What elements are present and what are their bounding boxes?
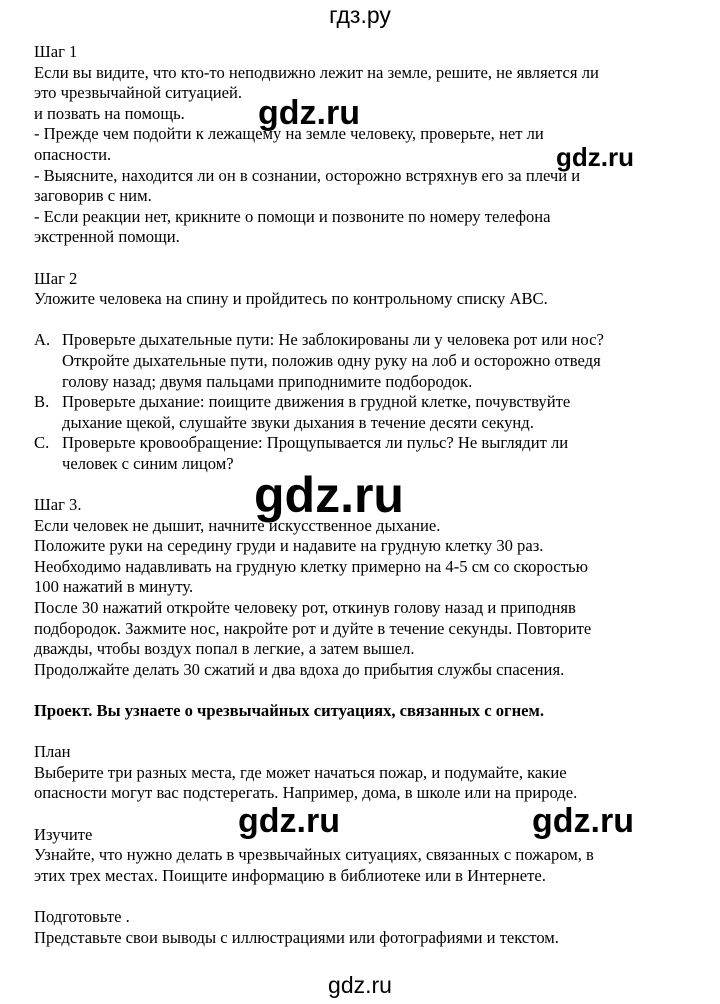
project-title: Проект. Вы узнаете о чрезвычайных ситуациях, связанных с огнем. xyxy=(34,701,544,720)
watermark: gdz.ru xyxy=(258,94,360,132)
item-marker: C. xyxy=(34,433,50,453)
plan-title: План xyxy=(34,742,71,762)
step3-line: Положите руки на середину груди и надавите на грудную клетку 30 раз. xyxy=(34,536,544,556)
step3-line: Продолжайте делать 30 сжатий и два вдоха до прибытия службы спасения. xyxy=(34,659,565,679)
item-line: дыхание щекой, слушайте звуки дыхания в течение десяти секунд. xyxy=(62,412,534,432)
step3-line: дважды, чтобы воздух попал в легкие, а затем вышел. xyxy=(34,639,415,659)
watermark: gdz.ru xyxy=(556,142,634,172)
step1-line: и позвать на помощь. xyxy=(34,103,185,123)
item-line: Проверьте дыхательные пути: Не заблокированы ли у человека рот или нос? xyxy=(62,330,604,350)
step3-line: 100 нажатий в минуту. xyxy=(34,577,194,597)
step3-line: подбородок. Зажмите нос, накройте рот и дуйте в течение секунды. Повторите xyxy=(34,618,592,638)
step2-intro: Уложите человека на спину и пройдитесь по контрольному списку АВС. xyxy=(34,289,548,309)
abc-checklist xyxy=(34,330,674,474)
step1-line: экстренной помощи. xyxy=(34,227,180,247)
step1-line: - Выясните, находится ли он в сознании, осторожно встряхнув его за плечи и xyxy=(34,165,581,185)
item-marker: A. xyxy=(34,330,51,350)
step1-title: Шаг 1 xyxy=(34,42,78,61)
item-line: Откройте дыхательные пути, положив одну руку на лоб и осторожно отведя xyxy=(62,350,601,370)
step1-line: Если вы видите, что кто-то неподвижно лежит на земле, решите, не является ли xyxy=(34,62,599,82)
step2-title: Шаг 2 xyxy=(34,268,78,288)
site-footer: gdz.ru xyxy=(328,972,392,998)
watermark: gdz.ru xyxy=(238,802,340,840)
step1-line: - Если реакции нет, крикните о помощи и позвоните по номеру телефона xyxy=(34,206,551,226)
item-marker: B. xyxy=(34,392,50,412)
prepare-title: Подготовьте . xyxy=(34,906,130,926)
checklist-item-b xyxy=(34,392,674,433)
item-line: Проверьте кровообращение: Прощупывается ли пульс? Не выглядит ли xyxy=(62,433,569,453)
checklist-item-a xyxy=(34,330,674,392)
step1-line: это чрезвычайной ситуацией. xyxy=(34,83,243,103)
study-title: Изучите xyxy=(34,824,93,844)
plan-line: Выберите три разных места, где может начаться пожар, и подумайте, какие xyxy=(34,762,567,782)
study-line: этих трех местах. Поищите информацию в библиотеке или в Интернете. xyxy=(34,865,546,885)
item-line: голову назад; двумя пальцами приподнимите подбородок. xyxy=(62,371,473,391)
item-line: Проверьте дыхание: поищите движения в грудной клетке, почувствуйте xyxy=(62,392,571,412)
step3-line: Если человек не дышит, начните искусственное дыхание. xyxy=(34,515,441,535)
watermark: gdz.ru xyxy=(254,467,404,523)
item-line: человек с синим лицом? xyxy=(62,453,234,473)
plan-line: опасности могут вас подстерегать. Например, дома, в школе или на природе. xyxy=(34,783,578,803)
prepare-line: Представьте свои выводы с иллюстрациями или фотографиями и текстом. xyxy=(34,927,559,947)
step3-line: После 30 нажатий откройте человеку рот, откинув голову назад и приподняв xyxy=(34,598,576,618)
step3-title: Шаг 3. xyxy=(34,495,82,515)
step1-line: - Прежде чем подойти к лежащему на земле человеку, проверьте, нет ли xyxy=(34,124,544,144)
step1-line: заговорив с ним. xyxy=(34,186,152,206)
study-line: Узнайте, что нужно делать в чрезвычайных ситуациях, связанных с пожаром, в xyxy=(34,845,594,865)
step3-line: Необходимо надавливать на грудную клетку примерно на 4-5 см со скоростью xyxy=(34,556,588,576)
watermark: gdz.ru xyxy=(532,802,634,840)
step1-line: опасности. xyxy=(34,144,112,164)
site-header: гдз.ру xyxy=(329,2,391,28)
